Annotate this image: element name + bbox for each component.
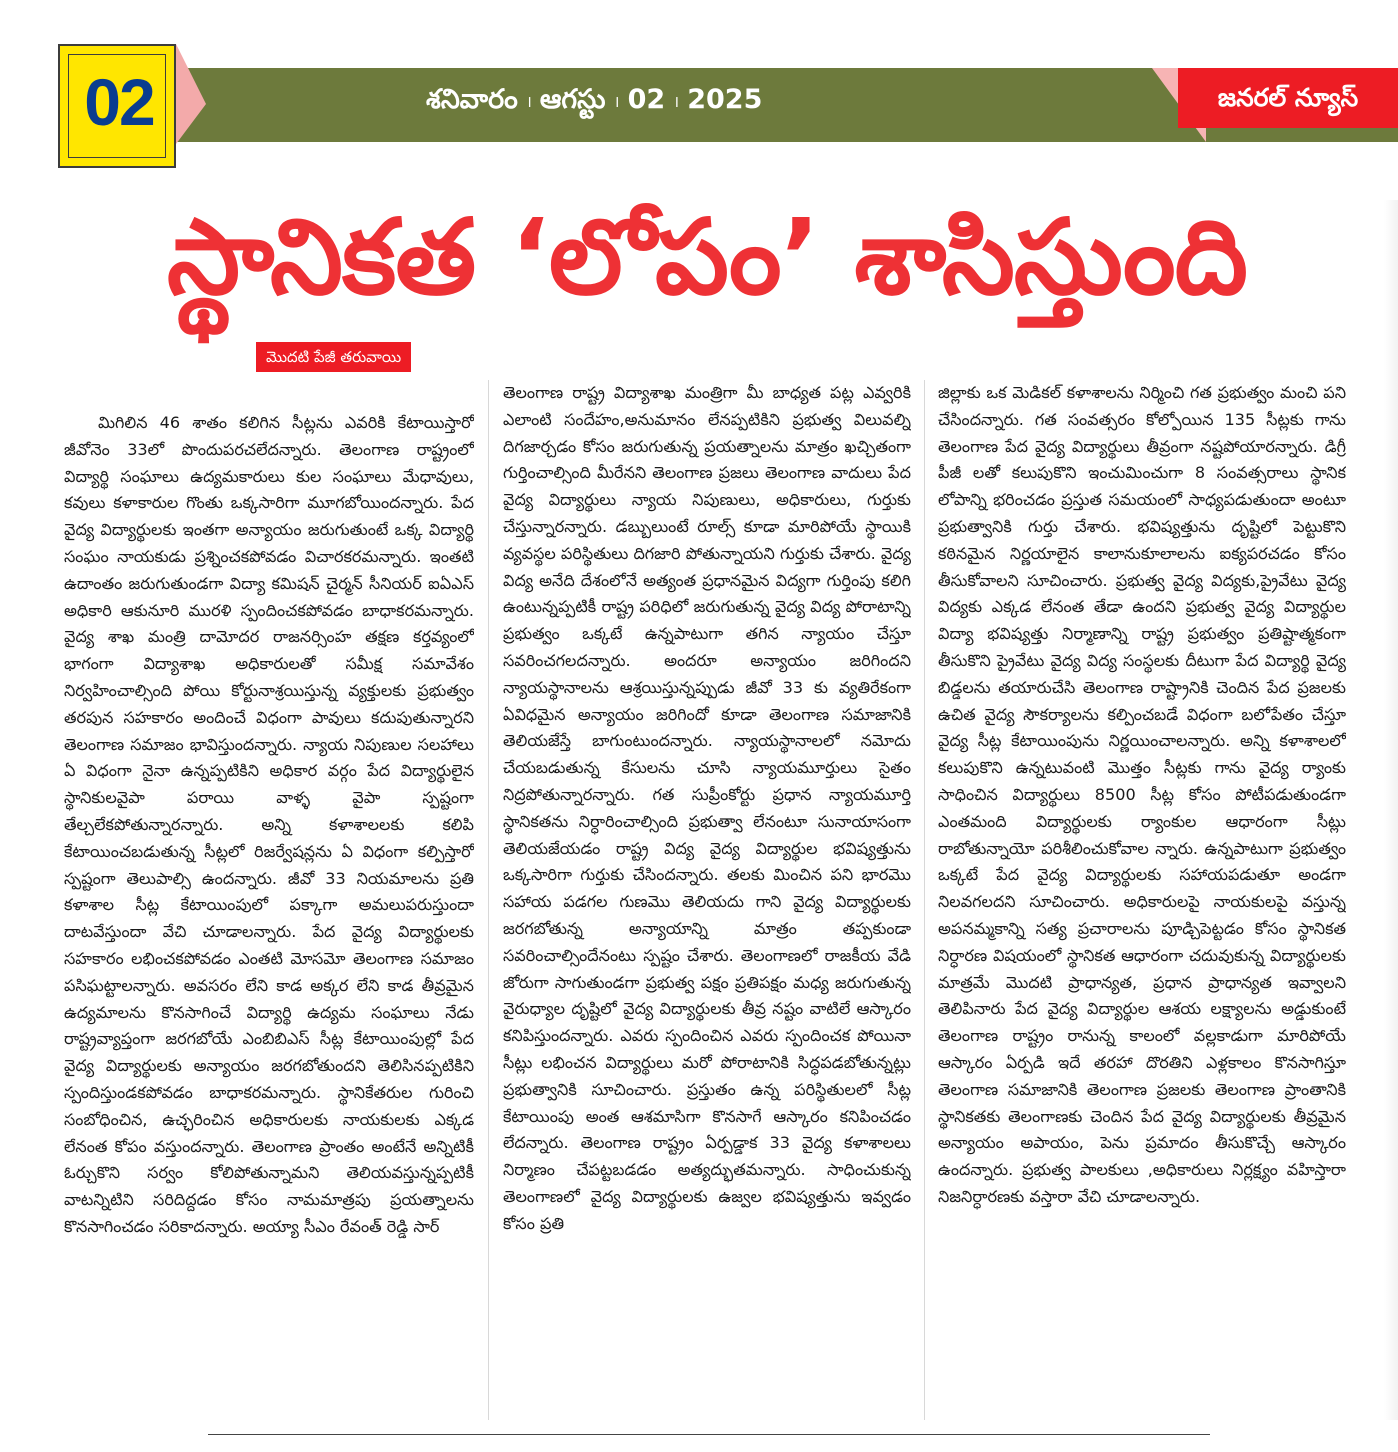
page-edge-shadow <box>1384 200 1398 1420</box>
dateline-separator: । <box>525 91 532 111</box>
article-column-2-text: తెలంగాణ రాష్ట్ర విద్యాశాఖ మంత్రిగా మీ బాధ్యత పట్ల ఎవ్వరికి ఎలాంటి సందేహం,అనుమానం లేనప్పటికిని ప్రభుత్వ విలువల్ని దిగజార్చడం కోసం జరుగుతున్న ప్రయత్నాలను మాత్రం ఖచ్చితంగా గుర్తించాల్సింది మీరేనని తెలంగాణ ప్రజలు తెలంగాణ వాదులు పేద వైద్య విద్యార్థులు న్యాయ నిపుణులు, అధికారులు, గుర్తుకు చేస్తున్నారన్నారు. డబ్బులుంటే రూల్స్ కూడా మారిపోయే స్థాయికి వ్యవస్థల పరిస్థితులు దిగజారి పోతున్నాయని గుర్తుకు చేశారు. వైద్య విద్య అనేది దేశంలోనే అత్యంత ప్రధానమైన విద్యగా గుర్తింపు కలిగి ఉంటున్నప్పటికీ రాష్ట్ర పరిధిలో జరుగుతున్న వైద్య విద్య పోరాటాన్ని ప్రభుత్వం ఒక్కటే ఉన్నపాటుగా తగిన న్యాయం చేస్తూ సవరించగలదన్నారు. అందరూ అన్యాయం జరిగిందని న్యాయస్థానాలను ఆశ్రయిస్తున్నప్పుడు జీవో 33 కు వ్యతిరేకంగా ఏవిధమైన అన్యాయం జరిగిందో కూడా తెలంగాణ సమాజానికి తెలియజేస్తే బాగుంటుందన్నారు. న్యాయస్థానాలలో నమోదు చేయబడుతున్న కేసులను చూసి న్యాయమూర్తులు సైతం నిద్రపోతున్నారన్నారు. గత సుప్రీంకోర్టు ప్రధాన న్యాయమూర్తి స్థానికతను నిర్ధారించాల్సింది ప్రభుత్వా లేనంటూ సునాయాసంగా తెలియజేయడం రాష్ట్ర విద్య వైద్య విద్యార్థుల భవిష్యత్తును ఒక్కసారిగా గుర్తుకు చేసిందన్నారు. తలకు మించిన పని భారమొ సహాయ పడగల గుణమొ తెలియదు గాని వైద్య విద్యార్థులకు జరగబోతున్న అన్యాయాన్ని మాత్రం తప్పకుండా సవరించాల్సిందేనంటు స్పష్టం చేశారు. తెలంగాణలో రాజకీయ వేడి జోరుగా సాగుతుండగా ప్రభుత్వ పక్షం ప్రతిపక్షం మధ్య జరుగుతున్న వైరుధ్యాల దృష్టిలో వైద్య విద్యార్థులకు తీవ్ర నష్టం వాటిలే ఆస్కారం కనిపిస్తుందన్నారు. ఎవరు స్పందించిన ఎవరు స్పందించక పోయినా సీట్లు లభించన విద్యార్థులు మరో పోరాటానికి సిద్ధపడబోతున్నట్లు ప్రభుత్వానికి సూచించారు. ప్రస్తుతం ఉన్న పరిస్థితులలో సీట్ల కేటాయింపు అంత ఆశమాసిగా కొనసాగే ఆస్కారం కనిపించడం లేదన్నారు. తెలంగాణ రాష్ట్రం ఏర్పడ్డాక 33 వైద్య కళాశాలలు నిర్మాణం చేపట్టబడడం అత్యద్భుతమన్నారు. సాధించుకున్న తెలంగాణలో వైద్య విద్యార్థులకు ఉజ్వల భవిష్యత్తును ఇవ్వడం కోసం ప్రతి <box>503 383 911 1233</box>
dateline-year: 2025 <box>687 84 763 115</box>
dateline-day: శనివారం <box>426 84 518 115</box>
article-column-3 <box>938 380 1346 1420</box>
dateline-separator: । <box>613 91 620 111</box>
section-label: జనరల్ న్యూస్ <box>1178 68 1398 128</box>
article-column-3-text: జిల్లాకు ఒక మెడికల్ కళాశాలను నిర్మించి గత ప్రభుత్వం మంచి పని చేసిందన్నారు. గత సంవత్సరం కోల్పోయిన 135 సీట్లకు గాను తెలంగాణ పేద వైద్య విద్యార్థులు తీవ్రంగా నష్టపోయారన్నారు. డిగ్రీ పీజీ లతో కలుపుకొని ఇంచుమించుగా 8 సంవత్సరాలు స్థానిక లోపాన్ని భరించడం ప్రస్తుత సమయంలో సాధ్యపడుతుందా అంటూ ప్రభుత్వానికి గుర్తు చేశారు. భవిష్యత్తును దృష్టిలో పెట్టుకొని కఠినమైన నిర్ణయాలైన కాలానుకూలాలను ఐక్యపరచడం కోసం తీసుకోవాలని సూచించారు. ప్రభుత్వ వైద్య విద్యకు,ప్రైవేటు వైద్య విద్యకు ఎక్కడ లేనంత తేడా ఉందని ప్రభుత్వ వైద్య విద్యార్థుల విద్యా భవిష్యత్తు నిర్మాణాన్ని రాష్ట్ర ప్రభుత్వం ప్రతిష్టాత్మకంగా తీసుకొని ప్రైవేటు వైద్య విద్య సంస్థలకు దీటుగా పేద విద్యార్థి వైద్య బిడ్డలను తయారుచేసి తెలంగాణ రాష్ట్రానికి చెందిన పేద ప్రజలకు ఉచిత వైద్య సౌకర్యాలను కల్పించబడే విధంగా బలోపేతం చేస్తూ వైద్య సీట్ల కేటాయింపును నిర్ణయించాలన్నారు. అన్ని కళాశాలలో కలుపుకొని ఉన్నటువంటి మొత్తం సీట్లకు గాను వైద్య ర్యాంకు సాధించిన విద్యార్థులు 8500 సీట్ల కోసం పోటీపడుతుండగా ఎంతమంది విద్యార్థులకు ర్యాంకుల ఆధారంగా సీట్లు రాబోతున్నాయో పరిశీలించుకోవాల న్నారు. ఉన్నపాటుగా ప్రభుత్వం ఒక్కటే పేద వైద్య విద్యార్థులకు సహాయపడుతూ అండగా నిలవగలదని సూచించారు. అధికారులపై నాయకులపై వస్తున్న అపనమ్మకాన్ని సత్య ప్రచారాలను పూడ్చిపెట్టడం కోసం స్థానికత నిర్ధారణ విషయంలో స్థానికత ఆధారంగా చదువుకున్న విద్యార్థులకు మాత్రమే మొదటి ప్రాధాన్యత, ప్రధాన ప్రాధాన్యత ఇవ్వాలని తెలిపినారు పేద వైద్య విద్యార్థుల ఆశయ లక్ష్యాలను అడ్డుకుంటే తెలంగాణ రాష్ట్రం రానున్న కాలంలో వల్లకాడుగా మారిపోయే ఆస్కారం ఏర్పడి ఇదే తరహా దొరతిని ఎళ్లకాలం కొనసాగిస్తూ తెలంగాణ సమాజానికి తెలంగాణ ప్రజలకు తెలంగాణ ప్రాంతానికి స్థానికతకు తెలంగాణకు చెందిన పేద వైద్య విద్యార్థులకు తీవ్రమైన అన్యాయం అపాయం, పెను ప్రమాదం తీసుకొచ్చే ఆస్కారం ఉందన్నారు. ప్రభుత్వ పాలకులు ,అధికారులు నిర్లక్ష్యం వహిస్తారా నిజనిర్ధారణకు వస్తారా వేచి చూడాలన్నారు. <box>938 383 1346 1206</box>
article-column-1 <box>64 410 474 1450</box>
page-number-box <box>58 44 176 168</box>
dateline <box>426 84 926 124</box>
article-headline: స్థానికత ‘లోపం’ శాసిస్తుంది <box>167 196 1247 318</box>
article-column-2 <box>503 380 911 1420</box>
column-divider <box>924 380 925 1420</box>
dateline-separator: । <box>673 91 680 111</box>
page-number: 02 <box>84 65 154 139</box>
dateline-month: ఆగస్టు <box>539 84 606 115</box>
continued-from-front-page-tag: మొదటి పేజీ తరువాయి <box>256 342 411 372</box>
column-divider <box>488 380 489 1420</box>
bottom-rule <box>208 1434 1210 1435</box>
article-column-1-text: మిగిలిన 46 శాతం కలిగిన సీట్లను ఎవరికి కేటాయిస్తారో జీవోనెం 33లో పొందుపరచలేదన్నారు. తెలంగాణ రాష్ట్రంలో విద్యార్థి సంఘాలు ఉద్యమకారులు కుల సంఘాలు మేధావులు, కవులు కళాకారుల గొంతు ఒక్కసారిగా మూగబోయిందన్నారు. పేద వైద్య విద్యార్థులకు ఇంతగా అన్యాయం జరుగుతుంటే ఒక్క విద్యార్థి సంఘం నాయకుడు ప్రశ్నించకపోవడం విచారకరమన్నారు. ఇంతటి ఉదాంతం జరుగుతుండగా విద్యా కమిషన్ చైర్మన్ సీనియర్ ఐఏఎస్ అధికారి ఆకునూరి మురళి స్పందించకపోవడం బాధాకరమన్నారు. వైద్య శాఖ మంత్రి దామోదర రాజనర్సింహ తక్షణ కర్తవ్యంలో భాగంగా విద్యాశాఖ అధికారులతో సమీక్ష సమావేశం నిర్వహించాల్సింది పోయి కోర్టునాశ్రయిస్తున్న వ్యక్తులకు ప్రభుత్వం తరపున సహకారం అందించే విధంగా పావులు కదుపుతున్నారని తెలంగాణ సమాజం భావిస్తుందన్నారు. న్యాయ నిపుణుల సలహాలు ఏ విధంగా నైనా ఉన్నప్పటికిని అధికార వర్గం పేద విద్యార్థులైన స్థానికులవైపా పరాయి వాళ్ళ వైపా స్పష్టంగా తేల్చలేకపోతున్నారన్నారు. అన్ని కళాశాలలకు కలిపి కేటాయించబడుతున్న సీట్లలో రిజర్వేషన్లను ఏ విధంగా కల్పిస్తారో స్పష్టంగా తెలుపాల్సి ఉందన్నారు. జీవో 33 నియమాలను ప్రతి కళాశాల సీట్ల కేటాయింపులో పక్కాగా అమలుపరుస్తుందా దాటవేస్తుందా వేచి చూడాలన్నారు. పేద వైద్య విద్యార్థులకు సహకారం లభించకపోవడం ఎంతటి మోసమో తెలంగాణ సమాజం పసిఘట్టాలన్నారు. అవసరం లేని కాడ అక్కర లేని కాడ తీవ్రమైన ఉద్యమాలను కొనసాగించే విద్యార్థి ఉద్యమ సంఘాలు నేడు రాష్ట్రవ్యాప్తంగా జరగబోయే ఎంబిబిఎస్ సీట్ల కేటాయింపుల్లో పేద వైద్య విద్యార్థులకు అన్యాయం జరగబోతుందని తెలిసినప్పటికిని స్పందిస్తుండకపోవడం బాధాకరమన్నారు. స్థానికేతరుల గురించి సంబోధించిన, ఉచ్ఛరించిన అధికారులకు నాయకులకు ఎక్కడ లేనంత కోపం వస్తుందన్నారు. తెలంగాణ ప్రాంతం అంటేనే అన్నిటికీ ఓర్చుకొని సర్వం కోలిపోతున్నామని తెలియవస్తున్నప్పటికీ వాటన్నిటిని సరిదిద్దడం కోసం నామమాత్రపు ప్రయత్నాలను కొనసాగించడం సరికాదన్నారు. అయ్యా సీఎం రేవంత్ రెడ్డి సార్ <box>64 413 474 1236</box>
dateline-date: 02 <box>627 84 666 115</box>
